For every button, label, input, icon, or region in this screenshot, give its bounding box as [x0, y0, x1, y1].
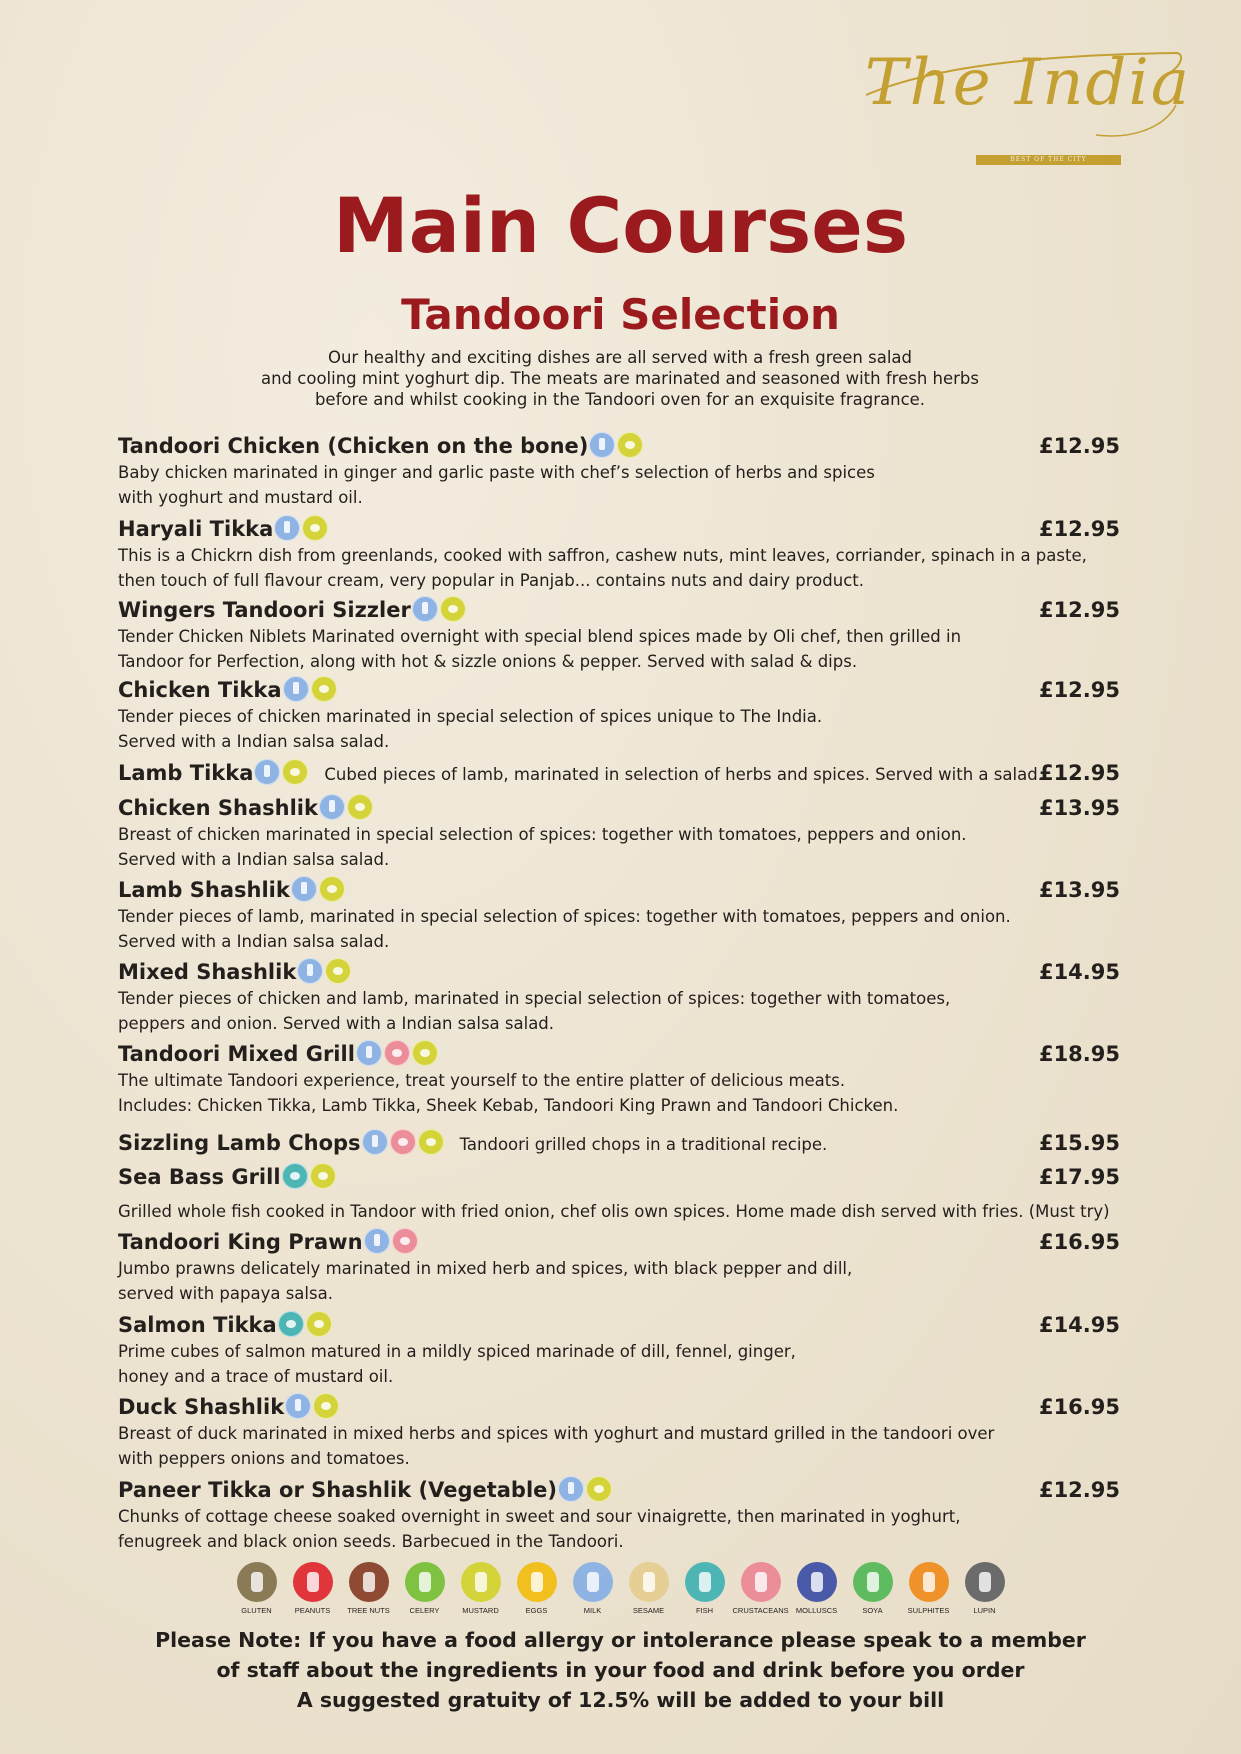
- item-description: [118, 1068, 1123, 1118]
- item-description: [118, 460, 1123, 510]
- item-price: £12.95: [1038, 434, 1120, 458]
- allergen-label: SOYA: [862, 1606, 883, 1615]
- item-allergens: [412, 596, 468, 626]
- description-line: [118, 1191, 1123, 1199]
- mustard-icon: [347, 794, 373, 820]
- item-name: Mixed Shashlik: [118, 960, 297, 984]
- item-allergens: [254, 759, 310, 789]
- item-name: Wingers Tandoori Sizzler: [118, 598, 411, 622]
- logo-script: The India: [864, 46, 1191, 120]
- menu-item: [118, 1040, 1123, 1118]
- restaurant-logo: [846, 45, 1191, 170]
- item-name: Chicken Shashlik: [118, 796, 318, 820]
- intro-line: Our healthy and exciting dishes are all served with a fresh green salad: [327, 348, 912, 367]
- description-line: Grilled whole fish cooked in Tandoor with fried onion, chef olis own spices. Home made dish served with fries. (Must try): [118, 1202, 1110, 1221]
- milk-icon: [291, 876, 317, 902]
- description-line: Tandoor for Perfection, along with hot & sizzle onions & pepper. Served with salad & dips.: [118, 652, 858, 671]
- allergen-key-item: [732, 1562, 789, 1615]
- allergen-label: CRUSTACEANS: [732, 1606, 789, 1615]
- menu-item: [118, 876, 1123, 954]
- tree-nut-icon: [349, 1562, 389, 1602]
- mustard-icon: [418, 1129, 444, 1155]
- item-description: Cubed pieces of lamb, marinated in selection of herbs and spices. Served with a salad.: [324, 765, 1043, 784]
- item-allergens: [558, 1476, 614, 1506]
- milk-icon: [254, 759, 280, 785]
- mustard-icon: [440, 596, 466, 622]
- milk-icon: [283, 676, 309, 702]
- item-description: [118, 543, 1123, 593]
- description-line: honey and a trace of mustard oil.: [118, 1367, 394, 1386]
- allergen-key-item: [957, 1562, 1013, 1615]
- menu-item: [118, 676, 1123, 754]
- description-line: Breast of duck marinated in mixed herbs and spices with yoghurt and mustard grilled in the tandoori over: [118, 1424, 995, 1443]
- peanut-icon: [293, 1562, 333, 1602]
- item-price: £12.95: [1038, 598, 1120, 622]
- crab-icon: [392, 1228, 418, 1254]
- allergen-key-item: [789, 1562, 845, 1615]
- menu-item: [118, 1228, 1123, 1306]
- allergen-key-item: [901, 1562, 957, 1615]
- description-line: Baby chicken marinated in ginger and garlic paste with chef’s selection of herbs and spices: [118, 463, 875, 482]
- fish-icon: [282, 1163, 308, 1189]
- item-name: Haryali Tikka: [118, 517, 274, 541]
- milk-icon: [412, 596, 438, 622]
- celery-icon: [405, 1562, 445, 1602]
- item-price: £13.95: [1038, 796, 1120, 820]
- description-line: Breast of chicken marinated in special selection of spices: together with tomatoes, peppers and onion.: [118, 825, 967, 844]
- item-description: [118, 624, 1123, 674]
- milk-icon: [558, 1476, 584, 1502]
- item-name: Tandoori Chicken (Chicken on the bone): [118, 434, 589, 458]
- item-price: £15.95: [1038, 1131, 1120, 1155]
- description-line: Chunks of cottage cheese soaked overnight in sweet and sour vinaigrette, then marinated in yoghurt,: [118, 1507, 961, 1526]
- note-line: Please Note: If you have a food allergy or intolerance please speak to a member: [155, 1628, 1086, 1652]
- item-price: £12.95: [1038, 517, 1120, 541]
- allergen-key-item: [341, 1562, 397, 1615]
- intro-line: before and whilst cooking in the Tandoori oven for an exquisite fragrance.: [314, 390, 926, 409]
- description-line: fenugreek and black onion seeds. Barbecued in the Tandoori.: [118, 1532, 624, 1551]
- allergen-label: EGGS: [525, 1606, 548, 1615]
- mustard-icon: [282, 759, 308, 785]
- mollusc-icon: [797, 1562, 837, 1602]
- item-name: Lamb Tikka: [118, 761, 254, 785]
- allergen-label: MOLLUSCS: [795, 1606, 838, 1615]
- sulphites-icon: [909, 1562, 949, 1602]
- allergen-key-item: [453, 1562, 509, 1615]
- item-allergens: [274, 515, 330, 545]
- milk-icon: [589, 432, 615, 458]
- allergen-label: GLUTEN: [241, 1606, 272, 1615]
- milk-icon: [362, 1129, 388, 1155]
- item-allergens: [297, 958, 353, 988]
- item-allergens: [282, 1163, 338, 1193]
- item-price: £14.95: [1038, 960, 1120, 984]
- menu-item: [118, 794, 1123, 872]
- menu-item: [118, 759, 1123, 789]
- item-description: [118, 1191, 1123, 1224]
- allergen-label: SULPHITES: [907, 1606, 950, 1615]
- item-allergens: [364, 1228, 420, 1258]
- item-name: Tandoori King Prawn: [118, 1230, 363, 1254]
- description-line: Tender pieces of lamb, marinated in special selection of spices: together with tomatoes, peppers and onion.: [118, 907, 1011, 926]
- description-line: Served with a Indian salsa salad.: [118, 732, 390, 751]
- logo-tagline: BEST OF THE CITY: [976, 155, 1121, 165]
- mustard-icon: [311, 676, 337, 702]
- allergy-note: [0, 1625, 1241, 1715]
- item-description: [118, 822, 1123, 872]
- item-description: [118, 1256, 1123, 1306]
- description-line: Tender pieces of chicken marinated in special selection of spices unique to The India.: [118, 707, 823, 726]
- description-line: served with papaya salsa.: [118, 1284, 333, 1303]
- item-price: £13.95: [1038, 878, 1120, 902]
- description-line: Prime cubes of salmon matured in a mildly spiced marinade of dill, fennel, ginger,: [118, 1342, 796, 1361]
- description-line: Tender pieces of chicken and lamb, marinated in special selection of spices: together with tomatoes,: [118, 989, 951, 1008]
- menu-item: [118, 958, 1123, 1036]
- item-description: [118, 1421, 1123, 1471]
- allergen-label: LUPIN: [973, 1606, 996, 1615]
- description-line: Includes: Chicken Tikka, Lamb Tikka, Sheek Kebab, Tandoori King Prawn and Tandoori Chicken.: [118, 1096, 899, 1115]
- item-price: £16.95: [1038, 1395, 1120, 1419]
- description-line: Tender Chicken Niblets Marinated overnight with special blend spices made by Oli chef, then grilled in: [118, 627, 962, 646]
- milk-icon: [573, 1562, 613, 1602]
- allergen-key-item: [285, 1562, 341, 1615]
- menu-item: [118, 515, 1123, 593]
- description-line: with peppers onions and tomatoes.: [118, 1449, 410, 1468]
- item-allergens: [283, 676, 339, 706]
- item-allergens: [319, 794, 375, 824]
- item-allergens: [362, 1129, 446, 1159]
- milk-icon: [356, 1040, 382, 1066]
- allergen-key-item: [509, 1562, 565, 1615]
- description-line: peppers and onion. Served with a Indian salsa salad.: [118, 1014, 555, 1033]
- note-line: of staff about the ingredients in your food and drink before you order: [216, 1658, 1025, 1682]
- description-line: Jumbo prawns delicately marinated in mixed herb and spices, with black pepper and dill,: [118, 1259, 853, 1278]
- mustard-icon: [319, 876, 345, 902]
- allergen-label: CELERY: [409, 1606, 440, 1615]
- item-price: £12.95: [1038, 761, 1120, 785]
- description-line: The ultimate Tandoori experience, treat yourself to the entire platter of delicious meats.: [118, 1071, 846, 1090]
- item-price: £14.95: [1038, 1313, 1120, 1337]
- page-title: Main Courses: [332, 181, 909, 270]
- item-price: £12.95: [1038, 1478, 1120, 1502]
- crab-icon: [741, 1562, 781, 1602]
- item-price: £12.95: [1038, 678, 1120, 702]
- item-allergens: [356, 1040, 440, 1070]
- note-line: A suggested gratuity of 12.5% will be added to your bill: [296, 1688, 945, 1712]
- description-line: then touch of full flavour cream, very popular in Panjab... contains nuts and dairy product.: [118, 571, 864, 590]
- menu-item: [118, 1163, 1123, 1224]
- mustard-icon: [302, 515, 328, 541]
- allergen-label: TREE NUTS: [347, 1606, 390, 1615]
- item-description: [118, 1504, 1123, 1554]
- egg-icon: [517, 1562, 557, 1602]
- milk-icon: [297, 958, 323, 984]
- item-name: Salmon Tikka: [118, 1313, 277, 1337]
- milk-icon: [364, 1228, 390, 1254]
- allergen-key-item: [397, 1562, 453, 1615]
- lupin-icon: [965, 1562, 1005, 1602]
- intro-line: and cooling mint yoghurt dip. The meats are marinated and seasoned with fresh herbs: [260, 369, 980, 388]
- milk-icon: [285, 1393, 311, 1419]
- allergen-label: FISH: [695, 1606, 714, 1615]
- crab-icon: [390, 1129, 416, 1155]
- crab-icon: [384, 1040, 410, 1066]
- item-name: Sizzling Lamb Chops: [118, 1131, 361, 1155]
- mustard-icon: [313, 1393, 339, 1419]
- sesame-icon: [629, 1562, 669, 1602]
- mustard-icon: [617, 432, 643, 458]
- fish-icon: [685, 1562, 725, 1602]
- item-price: £17.95: [1038, 1165, 1120, 1189]
- description-line: with yoghurt and mustard oil.: [118, 488, 363, 507]
- item-name: Chicken Tikka: [118, 678, 282, 702]
- item-description: [118, 704, 1123, 754]
- item-allergens: [278, 1311, 334, 1341]
- allergen-key-item: [677, 1562, 733, 1615]
- description-line: Served with a Indian salsa salad.: [118, 850, 390, 869]
- allergen-key-item: [621, 1562, 677, 1615]
- item-name: Lamb Shashlik: [118, 878, 290, 902]
- menu-item: [118, 596, 1123, 674]
- item-name: Sea Bass Grill: [118, 1165, 281, 1189]
- allergen-key: [0, 1562, 1241, 1615]
- allergen-label: MUSTARD: [462, 1606, 499, 1615]
- allergen-label: MILK: [583, 1606, 602, 1615]
- item-description: [118, 986, 1123, 1036]
- item-allergens: [285, 1393, 341, 1423]
- section-intro: [220, 347, 1020, 410]
- allergen-label: PEANUTS: [294, 1606, 331, 1615]
- item-allergens: [291, 876, 347, 906]
- allergen-key-item: [565, 1562, 621, 1615]
- item-description: [118, 1339, 1123, 1389]
- wheat-icon: [237, 1562, 277, 1602]
- item-name: Paneer Tikka or Shashlik (Vegetable): [118, 1478, 558, 1502]
- item-description: Tandoori grilled chops in a traditional recipe.: [459, 1135, 828, 1154]
- mustard-icon: [306, 1311, 332, 1337]
- allergen-label: SESAME: [632, 1606, 665, 1615]
- item-price: £18.95: [1038, 1042, 1120, 1066]
- mustard-icon: [586, 1476, 612, 1502]
- mustard-icon: [325, 958, 351, 984]
- item-name: Duck Shashlik: [118, 1395, 285, 1419]
- milk-icon: [319, 794, 345, 820]
- allergen-key-item: [845, 1562, 901, 1615]
- item-description: [118, 904, 1123, 954]
- allergen-key-item: [229, 1562, 285, 1615]
- menu-item: [118, 1311, 1123, 1389]
- fish-icon: [278, 1311, 304, 1337]
- soya-icon: [853, 1562, 893, 1602]
- item-allergens: [589, 432, 645, 462]
- section-title: Tandoori Selection: [401, 290, 840, 339]
- menu-item: [118, 1393, 1123, 1471]
- description-line: This is a Chickrn dish from greenlands, cooked with saffron, cashew nuts, mint leaves, corriander, spinach in a paste,: [118, 546, 1087, 565]
- menu-item: [118, 1476, 1123, 1554]
- menu-item: [118, 432, 1123, 510]
- mustard-icon: [310, 1163, 336, 1189]
- description-line: Served with a Indian salsa salad.: [118, 932, 390, 951]
- item-name: Tandoori Mixed Grill: [118, 1042, 355, 1066]
- mustard-icon: [461, 1562, 501, 1602]
- mustard-icon: [412, 1040, 438, 1066]
- milk-icon: [274, 515, 300, 541]
- item-price: £16.95: [1038, 1230, 1120, 1254]
- menu-item: [118, 1129, 1123, 1159]
